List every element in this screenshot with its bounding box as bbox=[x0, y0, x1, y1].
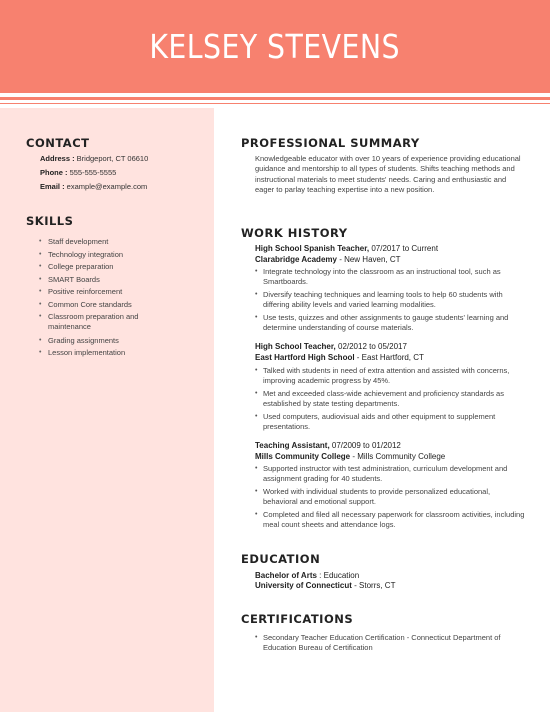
job-employer: Mills Community College bbox=[255, 452, 351, 461]
contact-heading: CONTACT bbox=[26, 136, 90, 150]
job-role: High School Teacher, bbox=[255, 342, 336, 351]
school-name: University of Connecticut bbox=[255, 581, 352, 590]
job-bullet: • Talked with students in need of extra attention and assisted with concerns, improving academic progress by 45%. bbox=[255, 366, 525, 386]
skills-heading: SKILLS bbox=[26, 214, 74, 228]
header-divider-thin bbox=[0, 103, 550, 104]
job-bullet: • Integrate technology into the classroom as an instructional tool, such as Smartboards. bbox=[255, 267, 525, 287]
job-dates: 07/2009 to 01/2012 bbox=[329, 441, 401, 450]
job-location: - Mills Community College bbox=[350, 452, 446, 461]
job-employer-line bbox=[255, 452, 445, 461]
job-employer-line bbox=[255, 353, 424, 362]
job-title-line bbox=[255, 342, 407, 351]
job-dates: 07/2017 to Current bbox=[369, 244, 439, 253]
email-value: example@example.com bbox=[64, 182, 148, 191]
header-divider-thick bbox=[0, 97, 550, 100]
certification-item: • Secondary Teacher Education Certification - Connecticut Department of Education Bureau of Certification bbox=[255, 633, 525, 653]
school-location: - Storrs, CT bbox=[351, 581, 396, 590]
job-employer: East Hartford High School bbox=[255, 353, 355, 362]
address-label: Address : bbox=[40, 154, 75, 163]
contact-address bbox=[40, 154, 148, 163]
skill-item: • College preparation bbox=[39, 261, 169, 274]
skill-item: • SMART Boards bbox=[39, 274, 169, 287]
degree-field: : Education bbox=[316, 571, 360, 580]
job-bullet: • Met and exceeded class-wide achievement and proficiency standards as established by state testing departments. bbox=[255, 389, 525, 409]
job-title-line bbox=[255, 244, 438, 253]
job-bullet: • Worked with individual students to provide personalized educational, behavioral and emotional support. bbox=[255, 487, 525, 507]
job-bullet: • Used computers, audiovisual aids and other equipment to supplement presentations. bbox=[255, 412, 525, 432]
skill-item: • Lesson implementation bbox=[39, 347, 169, 360]
job-employer: Clarabridge Academy bbox=[255, 255, 337, 264]
skill-item: • Technology integration bbox=[39, 249, 169, 262]
job-role: High School Spanish Teacher, bbox=[255, 244, 370, 253]
sidebar bbox=[0, 108, 214, 712]
job-location: - East Hartford, CT bbox=[354, 353, 424, 362]
skill-item: • Classroom preparation and maintenance bbox=[39, 312, 154, 333]
contact-email bbox=[40, 182, 147, 191]
summary-text: Knowledgeable educator with over 10 years of experience providing educational guidance and mentorship to all types of students. Shifts teaching methods and instructional materials to meet students' needs. Caring and enthusiastic and eager to parlay teaching expertise into a new position. bbox=[255, 154, 521, 194]
skill-item: • Positive reinforcement bbox=[39, 286, 169, 299]
address-value: Bridgeport, CT 06610 bbox=[74, 154, 149, 163]
email-label: Email : bbox=[40, 182, 65, 191]
skill-item: • Grading assignments bbox=[39, 335, 169, 348]
phone-value: 555-555-5555 bbox=[67, 168, 117, 177]
job-bullet: • Supported instructor with test administration, curriculum development and assignment grading for 40 students. bbox=[255, 464, 525, 484]
certifications-heading: CERTIFICATIONS bbox=[241, 612, 354, 626]
summary-heading: PROFESSIONAL SUMMARY bbox=[241, 136, 420, 150]
skill-item: • Staff development bbox=[39, 236, 169, 249]
skills-list bbox=[39, 236, 169, 360]
contact-phone bbox=[40, 168, 116, 177]
candidate-name: KELSEY STEVENS bbox=[149, 27, 401, 66]
job-bullet: • Use tests, quizzes and other assignments to gauge students' learning and determine understanding of course materials. bbox=[255, 313, 525, 333]
skill-item: • Common Core standards bbox=[39, 299, 169, 312]
job-dates: 02/2012 to 05/2017 bbox=[335, 342, 407, 351]
phone-label: Phone : bbox=[40, 168, 68, 177]
job-location: - New Haven, CT bbox=[336, 255, 401, 264]
job-bullets bbox=[255, 267, 525, 336]
job-role: Teaching Assistant, bbox=[255, 441, 330, 450]
education-degree-line bbox=[255, 571, 359, 580]
job-bullets bbox=[255, 366, 525, 435]
certifications-list bbox=[255, 633, 525, 656]
job-bullet: • Completed and filed all necessary paperwork for classroom activities, including meal count sheets and attendance logs. bbox=[255, 510, 525, 530]
degree-name: Bachelor of Arts bbox=[255, 571, 317, 580]
job-bullets bbox=[255, 464, 525, 533]
education-heading: EDUCATION bbox=[241, 552, 321, 566]
job-title-line bbox=[255, 441, 401, 450]
education-school-line bbox=[255, 581, 395, 590]
job-employer-line bbox=[255, 255, 401, 264]
resume-header bbox=[0, 0, 550, 93]
job-bullet: • Diversify teaching techniques and learning tools to help 60 students with differing ability levels and varied learning modalities. bbox=[255, 290, 525, 310]
work-history-heading: WORK HISTORY bbox=[241, 226, 348, 240]
